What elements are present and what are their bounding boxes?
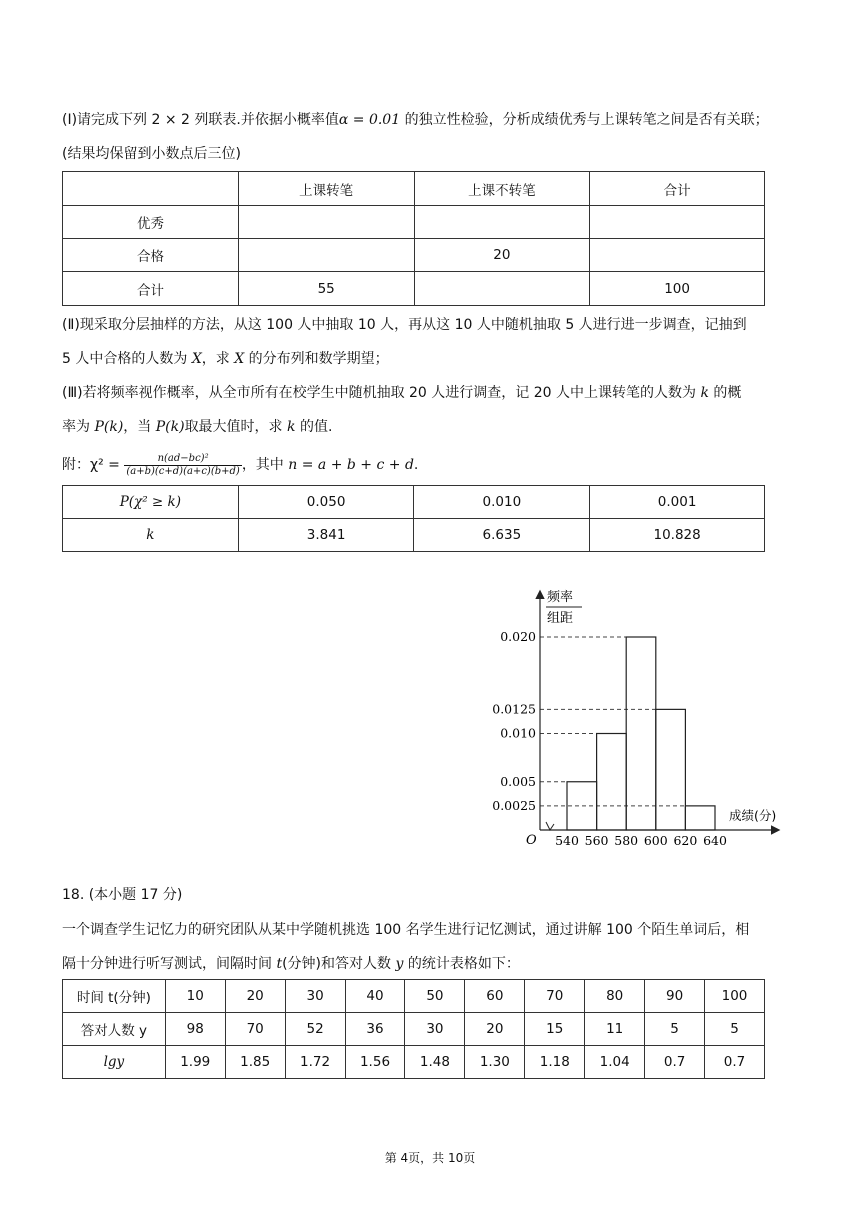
part2-line2: 5 人中合格的人数为 X，求 X 的分布列和数学期望； <box>62 351 389 367</box>
contingency-header-cell: 上课不转笔 <box>414 172 590 206</box>
chi-cell: 6.635 <box>414 519 590 552</box>
x-tick-labels <box>555 833 727 848</box>
time-cell: 40 <box>345 980 405 1013</box>
histogram-guide-lines <box>540 637 685 806</box>
x-tick-label: 600 <box>643 833 668 848</box>
lgy-cell: 1.99 <box>165 1046 225 1079</box>
chi-row-label: k <box>63 519 239 552</box>
contingency-cell <box>414 206 590 239</box>
y-tick-label: 0.005 <box>500 773 536 789</box>
chi-row <box>63 519 765 552</box>
histogram-bar <box>597 734 627 831</box>
x-tick-label: 540 <box>555 833 579 848</box>
page-footer: 第 4页，共 10页 <box>384 1151 476 1165</box>
contingency-header-row <box>63 172 765 206</box>
correct-cell: 11 <box>585 1013 645 1046</box>
lgy-cell: 1.56 <box>345 1046 405 1079</box>
time-cell: 30 <box>285 980 345 1013</box>
time-row-label: 时间 t(分钟) <box>63 980 166 1013</box>
frequency-histogram <box>492 580 800 855</box>
x-tick-label: 640 <box>703 833 727 848</box>
chi-cell: 0.001 <box>590 486 765 519</box>
chi-cell: 10.828 <box>590 519 765 552</box>
y-tick-label: 0.0025 <box>492 797 536 813</box>
contingency-cell <box>590 239 765 272</box>
axis-break-mark <box>546 822 554 830</box>
lgy-cell: 0.7 <box>645 1046 705 1079</box>
time-cell: 10 <box>165 980 225 1013</box>
histogram-bar <box>685 806 715 830</box>
correct-cell: 15 <box>525 1013 585 1046</box>
part1-line2: (结果均保留到小数点后三位) <box>62 146 241 162</box>
q18-line2: 隔十分钟进行听写测试，间隔时间 t(分钟)和答对人数 y 的统计表格如下： <box>62 956 520 972</box>
y-tick-labels <box>492 629 536 813</box>
contingency-header-cell: 合计 <box>590 172 765 206</box>
contingency-cell <box>414 272 590 306</box>
chi-cell: 0.050 <box>238 486 414 519</box>
contingency-row-label: 优秀 <box>63 206 239 239</box>
contingency-row-label: 合计 <box>63 272 239 306</box>
memory-test-table <box>62 979 765 1079</box>
y-tick-label: 0.020 <box>500 629 536 644</box>
correct-cell: 36 <box>345 1013 405 1046</box>
x-tick-label: 560 <box>584 833 609 848</box>
lgy-cell: 1.48 <box>405 1046 465 1079</box>
contingency-cell <box>590 206 765 239</box>
part3-line2: 率为 P(k)，当 P(k)取最大值时，求 k 的值. <box>62 419 333 435</box>
part1-line1: (Ⅰ)请完成下列 2 × 2 列联表.并依据小概率值α = 0.01 的独立性检验，分析成绩优秀与上课转笔之间是否有关联； <box>62 112 769 128</box>
time-cell: 70 <box>525 980 585 1013</box>
ylabel-top: 频率 <box>547 590 574 605</box>
contingency-cell: 55 <box>238 272 414 306</box>
x-tick-label: 620 <box>673 833 698 848</box>
time-row <box>63 980 765 1013</box>
contingency-table <box>62 171 765 306</box>
correct-cell: 30 <box>405 1013 465 1046</box>
contingency-row-label: 合格 <box>63 239 239 272</box>
contingency-cell <box>238 206 414 239</box>
chi-row <box>63 486 765 519</box>
contingency-row <box>63 239 765 272</box>
lgy-cell: 1.72 <box>285 1046 345 1079</box>
contingency-cell <box>238 239 414 272</box>
contingency-cell: 100 <box>590 272 765 306</box>
q18-title: 18. (本小题 17 分) <box>62 887 183 903</box>
part3-line1: (Ⅲ)若将频率视作概率，从全市所有在校学生中随机抽取 20 人进行调查，记 20 人中上课转笔的人数为 k 的概 <box>62 385 742 401</box>
lgy-row-label: lgy <box>63 1046 166 1079</box>
lgy-cell: 1.30 <box>465 1046 525 1079</box>
time-cell: 80 <box>585 980 645 1013</box>
time-cell: 100 <box>705 980 765 1013</box>
q18-line1: 一个调查学生记忆力的研究团队从某中学随机挑选 100 名学生进行记忆测试，通过讲解 100 个陌生单词后，相 <box>62 922 750 938</box>
lgy-cell: 1.85 <box>225 1046 285 1079</box>
lgy-cell: 1.04 <box>585 1046 645 1079</box>
time-cell: 90 <box>645 980 705 1013</box>
chi-row-label: P(χ² ≥ k) <box>63 486 239 519</box>
y-tick-label: 0.010 <box>500 725 536 741</box>
correct-cell: 52 <box>285 1013 345 1046</box>
origin-label: O <box>526 833 537 848</box>
chi-cell: 3.841 <box>238 519 414 552</box>
lgy-row <box>63 1046 765 1079</box>
contingency-row <box>63 272 765 306</box>
chi-cell: 0.010 <box>414 486 590 519</box>
correct-row <box>63 1013 765 1046</box>
histogram-bar <box>626 637 656 830</box>
chi-critical-table <box>62 485 765 552</box>
time-cell: 20 <box>225 980 285 1013</box>
time-cell: 60 <box>465 980 525 1013</box>
part2-line1: (Ⅱ)现采取分层抽样的方法，从这 100 人中抽取 10 人，再从这 10 人中随机抽取 5 人进行进一步调查，记抽到 <box>62 317 747 333</box>
appendix-formula: 附：χ² = $\frac{\text{n(ad−bc)²}}{(a+b)(c+d)(a+c)(b+d)}$ ，其中 n = a + b + c + d. <box>62 452 419 477</box>
time-cell: 50 <box>405 980 465 1013</box>
chi-square-fraction: $\frac{\text{n(ad−bc)²}}{(a+b)(c+d)(a+c)(b+d)}$ <box>126 452 240 477</box>
correct-cell: 70 <box>225 1013 285 1046</box>
correct-cell: 5 <box>705 1013 765 1046</box>
contingency-header-cell <box>63 172 239 206</box>
histogram-bar <box>656 709 686 830</box>
contingency-row <box>63 206 765 239</box>
lgy-cell: 0.7 <box>705 1046 765 1079</box>
correct-row-label: 答对人数 y <box>63 1013 166 1046</box>
ylabel-bottom: 组距 <box>547 611 574 626</box>
contingency-header-cell: 上课转笔 <box>238 172 414 206</box>
x-tick-label: 580 <box>614 833 639 848</box>
lgy-cell: 1.18 <box>525 1046 585 1079</box>
contingency-cell: 20 <box>414 239 590 272</box>
correct-cell: 98 <box>165 1013 225 1046</box>
correct-cell: 5 <box>645 1013 705 1046</box>
correct-cell: 20 <box>465 1013 525 1046</box>
y-tick-label: 0.0125 <box>492 701 536 717</box>
xlabel: 成绩(分) <box>729 808 777 823</box>
